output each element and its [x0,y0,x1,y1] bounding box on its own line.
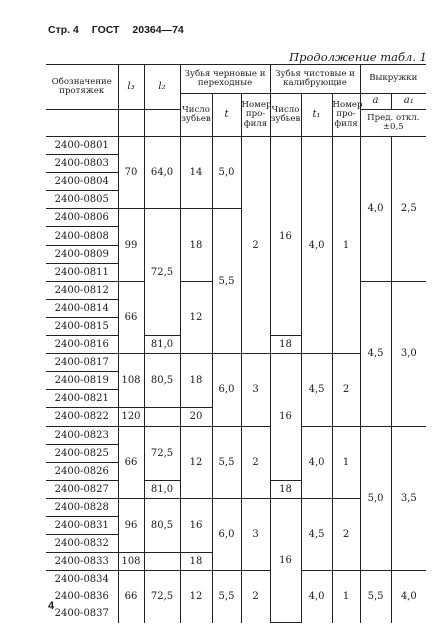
l3-cell: 66 [118,426,144,498]
profile-finish-cell: 2 [332,498,360,570]
profile-cell: 3 [241,354,270,426]
profile-cell: 2 [241,571,270,623]
col-designation: Обозначение протяжек [46,65,118,110]
designation-cell: 2400-0809 [46,245,118,263]
col-profile-number: Номер про-филя [241,94,270,137]
t-cell: 6,0 [212,498,241,570]
profile-cell: 2 [241,426,270,498]
t1-cell: 4,5 [301,354,332,426]
designation-cell: 2400-0819 [46,372,118,390]
designation-cell: 2400-0815 [46,317,118,335]
tooth-count-cell: 12 [180,426,212,498]
l3-cell: 108 [118,553,144,571]
designation-cell: 2400-0817 [46,354,118,372]
designation-cell: 2400-0801 [46,137,118,155]
profile-finish-cell: 2 [332,354,360,426]
tooth-count-cell: 16 [180,498,212,552]
col-profile-number-finish: Номер про-филя [332,94,360,137]
designation-cell: 2400-0828 [46,498,118,516]
l3-cell: 70 [118,137,144,209]
l2-cell: 80,5 [144,354,180,408]
l2-cell: 81,0 [144,336,180,354]
designation-cell: 2400-0805 [46,191,118,209]
designation-cell: 2400-0831 [46,516,118,534]
a-cell: 4,0 [360,137,391,282]
col-l3: l₃ [118,65,144,110]
l3-cell: 66 [118,571,144,623]
profile-cell: 3 [241,498,270,570]
col-l2: l₂ [144,65,180,110]
designation-cell: 2400-0836 [46,588,118,605]
tooth-count-cell: 18 [180,209,212,281]
col-tooth-count-finish: Число зубьев [270,94,301,137]
designation-cell: 2400-0821 [46,390,118,408]
designation-cell: 2400-0804 [46,173,118,191]
tooth-count-finish-cell: 16 [270,137,301,336]
l3-cell: 66 [118,281,144,353]
t-cell: 5,0 [212,137,241,209]
page-label: Стр. 4 [48,24,79,36]
l2-cell: 81,0 [144,480,180,498]
l2-cell: 72,5 [144,571,180,623]
table-continuation-caption: Продолжение табл. 1 [289,50,427,64]
tooth-count-cell: 14 [180,137,212,209]
col-a1: a₁ [391,94,426,110]
t-cell: 5,5 [212,426,241,498]
tooth-count-finish-cell: 18 [270,336,301,354]
designation-cell: 2400-0825 [46,444,118,462]
t-cell: 5,5 [212,571,241,623]
broach-parameters-table [46,64,426,623]
t-cell: 5,5 [212,209,241,354]
tooth-count-finish-cell: 16 [270,498,301,622]
a1-cell: 4,0 [391,571,426,623]
a1-cell: 3,0 [391,281,426,426]
col-tooth-count: Число зубьев [180,94,212,137]
tooth-count-cell: 12 [180,571,212,623]
designation-cell: 2400-0816 [46,336,118,354]
profile-finish-cell: 1 [332,426,360,498]
designation-cell: 2400-0834 [46,571,118,589]
profile-finish-cell: 1 [332,137,360,354]
designation-cell: 2400-0823 [46,426,118,444]
tooth-count-cell: 18 [180,553,212,571]
page-header [48,24,194,36]
col-t1: t₁ [301,94,332,137]
designation-cell: 2400-0822 [46,408,118,426]
t1-cell: 4,0 [301,571,332,623]
designation-cell: 2400-0814 [46,299,118,317]
page-number: 4 [48,600,55,612]
tooth-count-finish-cell: 18 [270,480,301,498]
t1-cell: 4,0 [301,426,332,498]
designation-cell: 2400-0833 [46,553,118,571]
group-grooves: Выкружки [360,65,426,94]
col-t: t [212,94,241,137]
a-cell: 4,5 [360,281,391,426]
a1-cell: 3,5 [391,426,426,571]
t1-cell: 4,0 [301,137,332,354]
tooth-count-cell: 18 [180,354,212,408]
a1-cell: 2,5 [391,137,426,282]
l3-cell: 96 [118,498,144,552]
designation-cell: 2400-0806 [46,209,118,227]
designation-cell: 2400-0832 [46,535,118,553]
tooth-count-cell: 12 [180,281,212,353]
tooth-count-cell: 20 [180,408,212,426]
designation-cell: 2400-0812 [46,281,118,299]
designation-cell: 2400-0803 [46,155,118,173]
l3-cell: 99 [118,209,144,281]
profile-finish-cell: 1 [332,571,360,623]
standard-label: ГОСТ [91,24,120,36]
standard-number: 20364—74 [132,24,184,36]
l2-cell: 72,5 [144,209,180,336]
group-rough-teeth: Зубья черновые и переходные [180,65,270,94]
designation-cell: 2400-0826 [46,462,118,480]
designation-cell: 2400-0827 [46,480,118,498]
col-a: a [360,94,391,110]
tooth-count-finish-cell: 16 [270,354,301,481]
l3-cell: 108 [118,354,144,408]
group-finish-teeth: Зубья чистовые и калибрующие [270,65,360,94]
designation-cell: 2400-0811 [46,263,118,281]
t-cell: 6,0 [212,354,241,426]
l3-cell: 120 [118,408,144,426]
t1-cell: 4,5 [301,498,332,570]
l2-cell: 72,5 [144,426,180,480]
designation-cell: 2400-0837 [46,605,118,622]
a-cell: 5,0 [360,426,391,571]
l2-cell: 64,0 [144,137,180,209]
tolerance-note: Пред. откл. ±0,5 [360,110,426,137]
l2-cell: 80,5 [144,498,180,552]
a-cell: 5,5 [360,571,391,623]
profile-cell: 2 [241,137,270,354]
designation-cell: 2400-0808 [46,227,118,245]
